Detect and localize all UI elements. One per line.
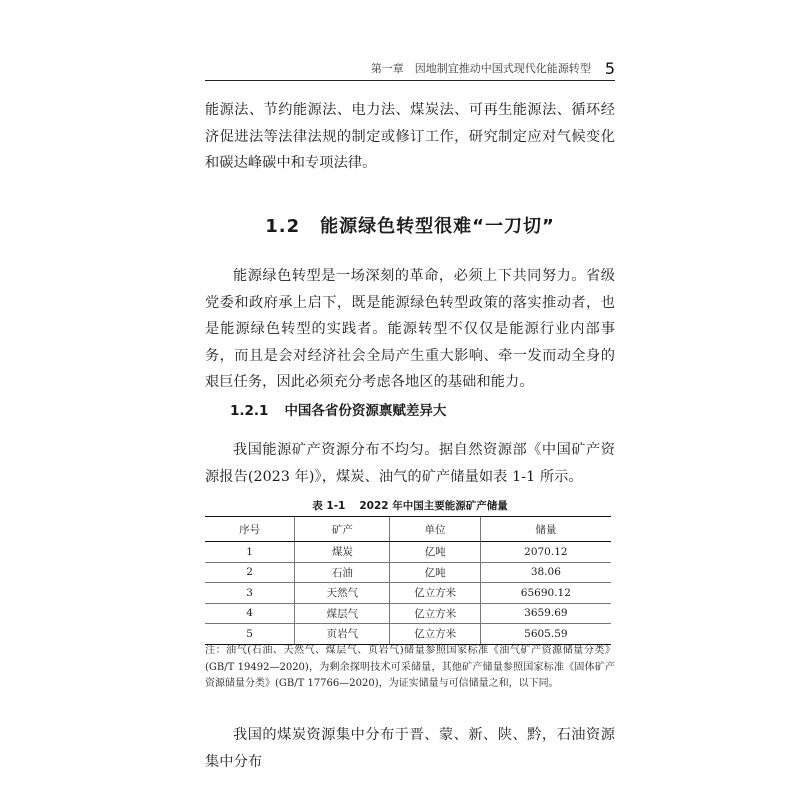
- table-note: 注：油气(石油、天然气、煤层气、页岩气)储量参照国家标准《油气矿产资源储量分类》(GB/T 19492—2020)，为剩余探明技术可采储量，其他矿产储量参照国家标准《固体矿产资源储量分类》(GB/T 17766—2020)，为证实储量与可信储量之和，以下同。: [205, 645, 615, 689]
- cell-mineral: 煤炭: [295, 542, 390, 563]
- paragraph-coal-distribution: 我国的煤炭资源集中分布于晋、蒙、新、陕、黔，石油资源集中分布: [205, 727, 615, 770]
- subsection-title: 中国各省份资源禀赋差异大: [284, 403, 447, 419]
- cell-seq: 2: [205, 562, 295, 583]
- cell-seq: 4: [205, 603, 295, 624]
- paragraph-resource-distribution: 我国能源矿产资源分布不均匀。据自然资源部《中国矿产资源报告(2023 年)》，煤炭、油气的矿产储量如表 1-1 所示。: [205, 442, 615, 485]
- table-caption: [205, 498, 615, 513]
- paragraph-green-transition: 能源绿色转型是一场深刻的革命，必须上下共同努力。省级党委和政府承上启下，既是能源绿色转型政策的落实推动者，也是能源绿色转型的实践者。能源转型不仅仅是能源行业内部事务，而且是会对经济社会全局产生重大影响、牵一发而动全身的艰巨任务，因此必须充分考虑各地区的基础和能力。: [205, 268, 615, 390]
- table-row: [205, 562, 611, 583]
- cell-seq: 1: [205, 542, 295, 563]
- running-head: [205, 56, 615, 81]
- cell-reserves: 65690.12: [480, 583, 611, 604]
- cell-unit: 亿立方米: [390, 603, 480, 624]
- table-row: [205, 603, 611, 624]
- chapter-title: 第一章 因地制宜推动中国式现代化能源转型: [370, 62, 591, 75]
- header-seq: 序号: [205, 517, 295, 542]
- cell-reserves: 38.06: [480, 562, 611, 583]
- header-mineral: 矿产: [295, 517, 390, 542]
- cell-seq: 3: [205, 583, 295, 604]
- cell-mineral: 石油: [295, 562, 390, 583]
- table-header-row: [205, 517, 611, 542]
- cell-unit: 亿立方米: [390, 624, 480, 645]
- cell-reserves: 3659.69: [480, 603, 611, 624]
- header-unit: 单位: [390, 517, 480, 542]
- section-title: 能源绿色转型很难“一刀切”: [320, 216, 555, 237]
- cell-seq: 5: [205, 624, 295, 645]
- paragraph-laws: 能源法、节约能源法、电力法、煤炭法、可再生能源法、循环经济促进法等法律法规的制定或修订工作，研究制定应对气候变化和碳达峰碳中和专项法律。: [205, 102, 615, 171]
- cell-unit: 亿立方米: [390, 583, 480, 604]
- subsection-heading: [230, 399, 446, 419]
- reserves-table: [205, 516, 611, 645]
- cell-mineral: 天然气: [295, 583, 390, 604]
- cell-mineral: 煤层气: [295, 603, 390, 624]
- table-row: [205, 542, 611, 563]
- table-row: [205, 583, 611, 604]
- table-number: 表 1-1: [312, 500, 346, 512]
- subsection-number: 1.2.1: [230, 403, 269, 419]
- table-title: 2022 年中国主要能源矿产储量: [359, 500, 508, 512]
- cell-reserves: 2070.12: [480, 542, 611, 563]
- cell-unit: 亿吨: [390, 562, 480, 583]
- section-number: 1.2: [265, 216, 301, 237]
- section-heading: [205, 212, 615, 238]
- table-row: [205, 624, 611, 645]
- page-number: 5: [604, 58, 615, 78]
- cell-reserves: 5605.59: [480, 624, 611, 645]
- cell-mineral: 页岩气: [295, 624, 390, 645]
- cell-unit: 亿吨: [390, 542, 480, 563]
- header-reserves: 储量: [480, 517, 611, 542]
